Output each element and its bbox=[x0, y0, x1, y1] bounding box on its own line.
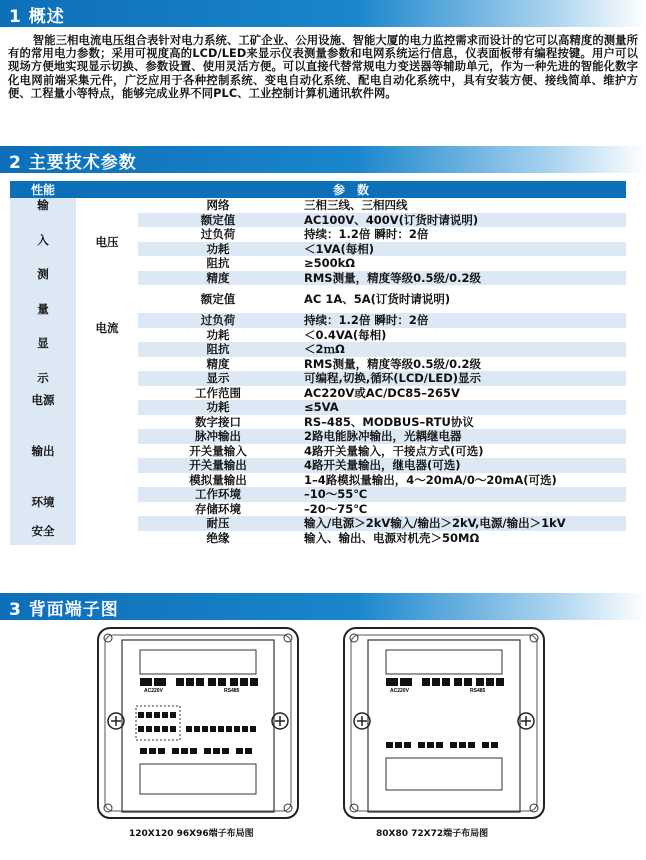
param-name: 工作环境 bbox=[138, 487, 298, 502]
diagram-caption-small: 80X80 72X72端子布局图 bbox=[376, 829, 489, 839]
param-value: RMS测量，精度等级0.5级/0.2级 bbox=[304, 356, 482, 371]
param-value: 2路电能脉冲输出，光耦继电器 bbox=[298, 429, 626, 444]
table-row bbox=[10, 386, 626, 401]
param-name: 模拟量输出 bbox=[189, 472, 247, 487]
param-name: 存储环境 bbox=[195, 501, 241, 516]
param-value: 持续：1.2倍 瞬时：2倍 bbox=[304, 227, 429, 242]
category-char: 量 bbox=[37, 301, 49, 316]
diagram-caption-large: 120X120 96X96端子布局图 bbox=[129, 829, 254, 839]
category-char: 输 bbox=[37, 198, 49, 212]
param-name: 精度 bbox=[206, 356, 230, 371]
param-name: 耐压 bbox=[138, 516, 298, 531]
param-name: 开关量输出 bbox=[138, 458, 298, 473]
param-value: AC100V、400V(订货时请说明) bbox=[298, 213, 626, 228]
section-header-specs bbox=[0, 146, 646, 173]
param-name: 额定值 bbox=[138, 213, 298, 228]
param-name: 精度 bbox=[138, 271, 298, 286]
param-value: 输入、输出、电源对机壳＞50MΩ bbox=[304, 530, 480, 545]
header-param: 参 数 bbox=[76, 181, 626, 198]
param-value: 4路开关量输出，继电器(可选) bbox=[298, 458, 626, 473]
section-title: 2 主要技术参数 bbox=[9, 153, 137, 173]
param-value: ＜1VA(每相) bbox=[298, 242, 626, 257]
param-value: ≤5VA bbox=[298, 400, 626, 415]
param-value: RMS测量，精度等级0.5级/0.2级 bbox=[298, 271, 626, 286]
category-char: 入 bbox=[37, 232, 49, 247]
param-value: 可编程,切换,循环(LCD/LED)显示 bbox=[298, 371, 626, 386]
param-value: ≥500kΩ bbox=[304, 256, 356, 271]
param-value: –10～55℃ bbox=[298, 487, 626, 502]
category-char: 测 bbox=[37, 267, 49, 282]
param-name: 绝缘 bbox=[206, 530, 230, 545]
terminal-diagram-large bbox=[96, 626, 300, 820]
section-header-terminals bbox=[0, 593, 646, 620]
section-header-overview bbox=[0, 0, 646, 27]
param-value: 输入/电源＞2kV输入/输出＞2kV,电源/输出＞1kV bbox=[298, 516, 626, 531]
table-row bbox=[10, 487, 626, 502]
param-name: 开关量输入 bbox=[189, 443, 247, 458]
param-name: 工作范围 bbox=[195, 385, 241, 400]
terminal-diagram-small bbox=[342, 626, 546, 820]
label-rs485: RS485 bbox=[470, 688, 486, 694]
label-ac220v: AC220V bbox=[144, 688, 163, 694]
table-row bbox=[10, 516, 626, 531]
section-title: 1 概述 bbox=[9, 7, 65, 27]
param-name: 过负荷 bbox=[200, 227, 236, 242]
param-name: 网络 bbox=[206, 198, 230, 213]
param-value: RS–485、MODBUS–RTU协议 bbox=[304, 414, 474, 429]
param-value: ＜0.4VA(每相) bbox=[304, 327, 387, 342]
param-value: 持续：1.2倍 瞬时：2倍 bbox=[298, 313, 626, 328]
param-name: 额定值 bbox=[200, 292, 236, 307]
label-ac220v: AC220V bbox=[390, 688, 409, 694]
param-name: 功耗 bbox=[138, 400, 298, 415]
param-value: 4路开关量输入，干接点方式(可选) bbox=[304, 443, 484, 458]
param-value: 三相三线、三相四线 bbox=[304, 198, 408, 213]
category-input bbox=[10, 198, 76, 386]
param-name: 显示 bbox=[138, 371, 298, 386]
category-environment: 环境 bbox=[10, 487, 76, 516]
spec-table bbox=[10, 181, 626, 545]
section-title: 3 背面端子图 bbox=[9, 600, 119, 620]
table-row bbox=[10, 371, 626, 386]
param-value: AC220V或AC/DC85–265V bbox=[304, 385, 460, 400]
param-name: 阻抗 bbox=[206, 256, 230, 271]
param-name: 脉冲输出 bbox=[138, 429, 298, 444]
category-output: 输出 bbox=[10, 415, 76, 488]
category-safety: 安全 bbox=[10, 516, 76, 545]
header-feature: 性能 bbox=[10, 181, 76, 198]
param-name: 功耗 bbox=[206, 327, 230, 342]
param-name: 过负荷 bbox=[138, 313, 298, 328]
param-name: 阻抗 bbox=[138, 342, 298, 357]
table-row bbox=[10, 198, 626, 213]
param-value: –20～75℃ bbox=[304, 501, 368, 516]
subcategory-voltage: 电压 bbox=[76, 198, 138, 285]
table-header-row bbox=[10, 181, 626, 198]
category-char: 显 bbox=[37, 336, 49, 351]
category-char: 示 bbox=[37, 370, 49, 385]
param-value: 1–4路模拟量输出，4～20mA/0～20mA(可选) bbox=[304, 472, 557, 487]
param-name: 数字接口 bbox=[195, 414, 241, 429]
label-rs485: RS485 bbox=[224, 688, 240, 694]
table-row bbox=[10, 415, 626, 430]
param-value: AC 1A、5A(订货时请说明) bbox=[304, 292, 451, 307]
param-value: ＜2ｍΩ bbox=[298, 342, 626, 357]
subcategory-current: 电流 bbox=[76, 285, 138, 371]
category-power: 电源 bbox=[10, 386, 76, 415]
table-row bbox=[10, 285, 626, 313]
param-name: 功耗 bbox=[138, 242, 298, 257]
overview-paragraph: 智能三相电流电压组合表针对电力系统、工矿企业、公用设施、智能大厦的电力监控需求而设计的它可以高精度的测量所有的常用电力参数；采用可视度高的LCD/LED来显示仪表测量参数和电网系统运行信息，仪表面板带有编程按键。用户可以现场方便地实现显示切换、参数设置、使用灵活方便。可以直接代替常规电力变送器等辅助单元，作为一种先进的智能化数字化电网前端采集元件，广泛应用于各种控制系统、变电自动化系统、配电自动化系统中，具有安装方便、接线简单、维护方便、工程量小等特点，能够完成业界不同PLC、工业控制计算机通讯软件网。 bbox=[8, 34, 638, 100]
